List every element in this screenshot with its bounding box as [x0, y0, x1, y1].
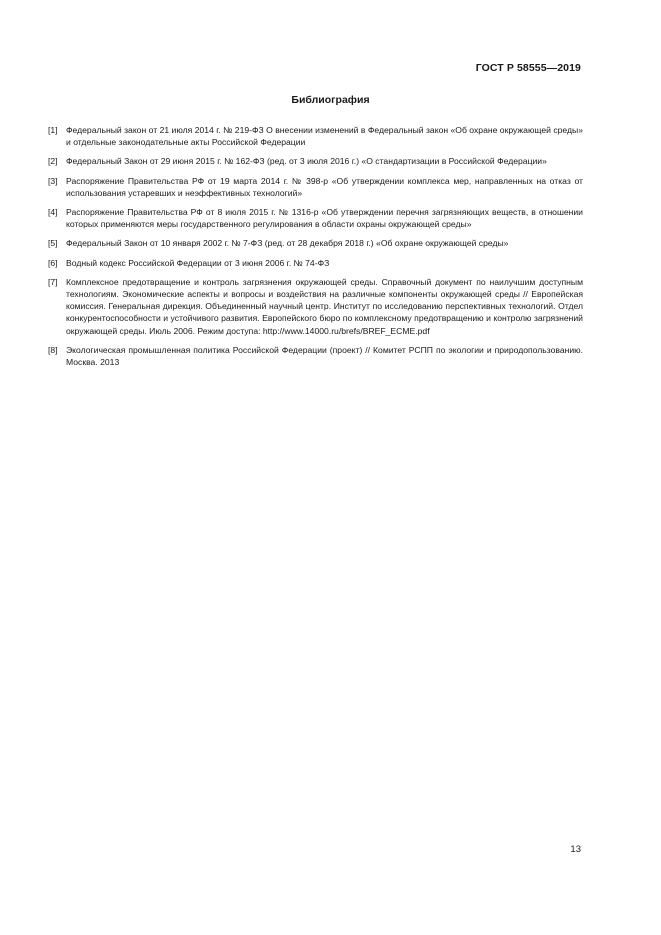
bibliography-entry-text: Федеральный Закон от 29 июня 2015 г. № 162-ФЗ (ред. от 3 июля 2016 г.) «О стандартизации в Российской Федерации» — [66, 156, 547, 167]
bibliography-entry-4 — [48, 206, 583, 230]
bibliography-entry-1 — [48, 124, 583, 148]
bibliography-entry-text: Экологическая промышленная политика Российской Федерации (проект) // Комитет РСПП по экологии и природопользованию. Москва. 2013 — [66, 344, 583, 368]
bibliography-entry-number: [6] — [48, 257, 58, 268]
bibliography-entry-number: [5] — [48, 238, 58, 249]
bibliography-entry-5 — [48, 237, 583, 249]
page-number: 13 — [570, 844, 581, 855]
bibliography-entry-7 — [48, 276, 583, 337]
bibliography-entry-number: [8] — [48, 344, 58, 355]
bibliography-list — [48, 124, 583, 375]
bibliography-entry-text: Водный кодекс Российской Федерации от 3 июня 2006 г. № 74-ФЗ — [66, 257, 330, 268]
bibliography-entry-number: [3] — [48, 175, 58, 186]
bibliography-entry-6 — [48, 257, 583, 269]
bibliography-entry-3 — [48, 175, 583, 199]
bibliography-entry-2 — [48, 155, 583, 167]
page-title: Библиография — [291, 94, 370, 106]
bibliography-entry-number: [1] — [48, 125, 58, 135]
bibliography-entry-text: Федеральный Закон от 10 января 2002 г. № 7-ФЗ (ред. от 28 декабря 2018 г.) «Об охране окружающей среды» — [66, 238, 509, 249]
bibliography-entry-number: [4] — [48, 207, 58, 218]
bibliography-entry-text: Распоряжение Правительства РФ от 8 июля 2015 г. № 1316-р «Об утверждении перечня загрязняющих веществ, в отношении которых применяются меры государственного регулирования в области охраны окружающей среды» — [66, 207, 583, 230]
bibliography-entry-text: Комплексное предотвращение и контроль загрязнения окружающей среды. Справочный документ по наилучшим доступным технологиям. Экономические аспекты и вопросы и воздействия на различные компоненты окружающей среды // Европейская комиссия. Генеральная дирекция. Объединенный научный центр. Институт по исследованию перспективных технологий. Отдел конкурентоспособности и устойчивого развития. Европейского бюро по комплексному предотвращению и контролю загрязнений окружающей среды. Июль 2006. Режим доступа: http://www.14000.ru/brefs/BREF_ECME.pdf — [66, 276, 583, 336]
document-header-code: ГОСТ Р 58555—2019 — [475, 62, 581, 74]
bibliography-entry-number: [2] — [48, 156, 58, 167]
bibliography-entry-text: Распоряжение Правительства РФ от 19 марта 2014 г. № 398-р «Об утверждении комплекса мер, направленных на отказ от использования устаревших и неэффективных технологий» — [66, 175, 583, 198]
bibliography-entry-8 — [48, 344, 583, 368]
bibliography-entry-text: Федеральный закон от 21 июля 2014 г. № 219-ФЗ О внесении изменений в Федеральный закон «Об охране окружающей среды» и отдельные законодательные акты Российской Федерации — [66, 125, 583, 148]
bibliography-entry-number: [7] — [48, 276, 58, 287]
